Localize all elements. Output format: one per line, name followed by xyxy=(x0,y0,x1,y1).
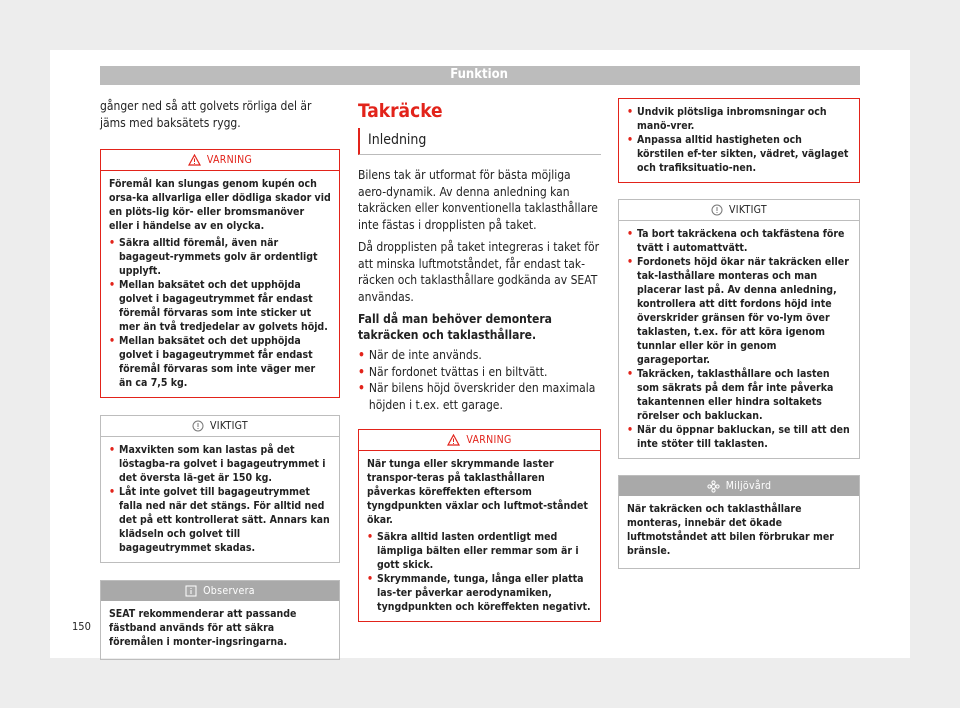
bullet-icon: • xyxy=(627,134,634,146)
environment-header xyxy=(619,476,859,496)
note-label: Observera xyxy=(203,585,255,597)
list-item: • Skrymmande, tunga, långa eller platta las-ter påverkar aerodynamiken, tyngdpunkten och köreffekten negativt. xyxy=(367,573,591,613)
column-middle xyxy=(358,98,601,622)
important-box xyxy=(618,199,860,459)
list-item: • Takräcken, taklasthållare och lasten som säkrats på dem får inte påverka takantennen eller hindra soltakets rörelser och bakluckan. xyxy=(627,368,834,422)
warning-triangle-icon xyxy=(447,434,460,446)
list-item: • Fordonets höjd ökar när takräcken eller tak-lasthållare monteras och man placerar last på. Av denna anledning, kontrollera att ditt fordons höjd inte överskrider gränsen för vo-lym över taklasten, t.ex. för att köra igenom tunnlar eller kör in genom garageportar. xyxy=(627,256,849,366)
important-label: VIKTIGT xyxy=(729,204,767,216)
list-item: • Mellan baksätet och det upphöjda golvet i bagageutrymmet får endast föremål förvaras som inte väger mer än ca 7,5 kg. xyxy=(109,335,316,389)
important-header xyxy=(101,416,339,437)
note-box xyxy=(100,580,340,660)
warning-label: VARNING xyxy=(206,154,253,166)
bullet-icon: • xyxy=(109,237,116,249)
flower-icon xyxy=(707,480,720,493)
paragraph: Då dropplisten på taket integreras i taket för att minska luftmotståndet, får endast tak-räcken och taklasthållare godkända av SEAT användas. xyxy=(358,240,600,304)
warning-lead: Föremål kan slungas genom kupén och orsa-ka allvarliga eller dödliga skador vid en plöts-lig kör- eller bromsmanöver eller i händelse av en olycka. xyxy=(109,178,331,232)
list-item: • Säkra alltid föremål, även när bagageut-rymmets golv är ordentligt upplyft. xyxy=(109,237,318,277)
column-right xyxy=(618,98,860,569)
bullet-icon: • xyxy=(109,279,116,291)
list-item: • Mellan baksätet och det upphöjda golvet i bagageutrymmet får endast föremål förvaras som inte sticker ut mer än två tredjedelar av golvets höjd. xyxy=(109,279,328,333)
bullet-icon: • xyxy=(367,573,374,585)
section-title: Funktion xyxy=(450,67,508,82)
section-header xyxy=(100,66,860,85)
bullet-icon: • xyxy=(627,228,634,240)
warning-box xyxy=(358,429,601,622)
list-item: • Undvik plötsliga inbromsningar och manö-vrer. xyxy=(627,106,827,132)
warning-header xyxy=(359,430,600,451)
important-header xyxy=(619,200,859,221)
bullet-icon: • xyxy=(109,335,116,347)
bullet-icon: • xyxy=(109,486,116,498)
removal-list xyxy=(358,347,601,413)
note-text: SEAT rekommenderar att passande fästband används för att säkra föremålen i monter-ingsringarna. xyxy=(109,608,297,648)
note-header xyxy=(101,581,339,601)
bullet-icon: • xyxy=(627,424,634,436)
important-label: VIKTIGT xyxy=(210,420,248,432)
list-item: • När bilens höjd överskrider den maximala höjden i t.ex. ett garage. xyxy=(358,381,596,412)
info-circle-icon xyxy=(711,204,723,216)
warning-box xyxy=(100,149,340,398)
bullet-icon: • xyxy=(109,444,116,456)
list-item: • När de inte används. xyxy=(358,348,482,362)
note-icon xyxy=(185,585,197,597)
page-number: 150 xyxy=(72,620,91,633)
bullet-icon: • xyxy=(627,368,634,380)
important-box xyxy=(100,415,340,563)
paragraph: Bilens tak är utformat för bästa möjliga aero-dynamik. Av denna anledning kan takräcken eller konventionella taklasthållare inte fästas i dropplisten på taket. xyxy=(358,168,598,232)
warning-triangle-icon xyxy=(188,154,201,166)
info-circle-icon xyxy=(192,420,204,432)
list-item: • Maxvikten som kan lastas på det löstagba-ra golvet i bagageutrymmet i det översta lä-get är 150 kg. xyxy=(109,444,326,484)
environment-text: När takräcken och taklasthållare monteras, innebär det ökade luftmotståndet att bilen förbrukar mer bränsle. xyxy=(627,503,834,557)
list-item: • När fordonet tvättas i en biltvätt. xyxy=(358,364,548,379)
list-item: • När du öppnar bakluckan, se till att den inte stöter till taklasten. xyxy=(627,424,850,450)
list-item: • Anpassa alltid hastigheten och körstilen ef-ter sikten, vädret, väglaget och trafiksituatio-nen. xyxy=(627,134,849,174)
environment-box xyxy=(618,475,860,569)
list-item: • Låt inte golvet till bagageutrymmet falla ned när det stängs. För alltid ned det på ett kontrollerat sätt. Annars kan klädseln och golvet till bagageutrymmet skadas. xyxy=(109,486,330,554)
warning-header xyxy=(101,150,339,171)
intro-text: gånger ned så att golvets rörliga del är jäms med baksätets rygg. xyxy=(100,99,312,130)
bullet-icon: • xyxy=(627,256,634,268)
warning-label: VARNING xyxy=(466,434,512,446)
bullet-icon: • xyxy=(367,531,374,543)
bullet-icon: • xyxy=(358,348,365,362)
list-item: • Ta bort takräckena och takfästena före tvätt i automattvätt. xyxy=(627,228,845,254)
warning-lead: När tunga eller skrymmande laster transpor-teras på taklasthållaren påverkas köreffekten eftersom tyngdpunkten växlar och luftmot-ståndet ökar. xyxy=(367,458,588,526)
bullet-icon: • xyxy=(358,364,365,379)
environment-label: Miljövård xyxy=(725,480,772,492)
bullet-icon: • xyxy=(627,106,634,118)
warning-continued-box xyxy=(618,98,860,183)
column-left xyxy=(100,98,340,660)
sub-heading: Fall då man behöver demontera takräcken och taklasthållare. xyxy=(358,312,552,342)
list-item: • Säkra alltid lasten ordentligt med lämpliga bälten eller remmar som är i gott skick. xyxy=(367,531,579,571)
chapter-subtitle: Inledning xyxy=(358,128,601,155)
bullet-icon: • xyxy=(358,381,365,395)
chapter-title: Takräcke xyxy=(358,100,443,122)
